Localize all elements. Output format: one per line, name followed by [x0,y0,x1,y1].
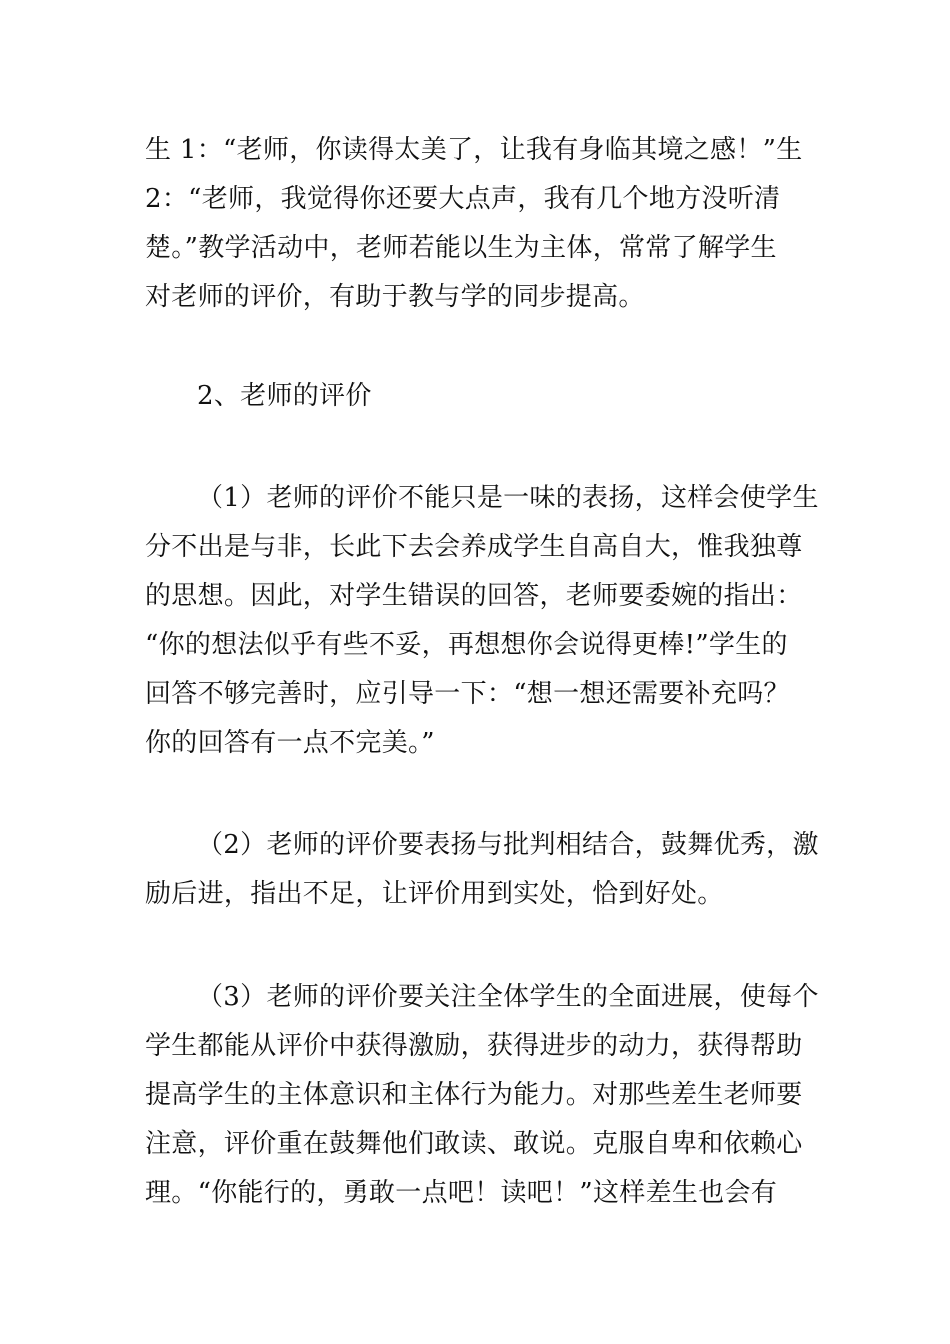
text-line: 回答不够完善时，应引导一下：“想一想还需要补充吗？ [145,679,790,709]
text-line: 学生都能从评价中获得激励，获得进步的动力，获得帮助 [145,1031,803,1061]
text-line: 2：“老师，我觉得你还要大点声，我有几个地方没听清 [145,184,781,214]
text-line: （3）老师的评价要关注全体学生的全面进展，使每个 [197,982,819,1012]
text-line: 你的回答有一点不完美。” [145,728,435,758]
section-heading: 2、老师的评价 [197,381,372,411]
text-line: （2）老师的评价要表扬与批判相结合，鼓舞优秀，激 [197,830,819,860]
text-line: “你的想法似乎有些不妥，再想想你会说得更棒!”学生的 [145,630,788,660]
text-line: 提高学生的主体意识和主体行为能力。对那些差生老师要 [145,1080,803,1110]
text-line: 注意，评价重在鼓舞他们敢读、敢说。克服自卑和依赖心 [145,1129,803,1159]
text-line: （1）老师的评价不能只是一味的表扬，这样会使学生 [197,483,819,513]
text-line: 对老师的评价，有助于教与学的同步提高。 [145,282,645,312]
text-line: 理。“你能行的，勇敢一点吧！读吧！”这样差生也会有 [145,1178,778,1208]
text-line: 分不出是与非，长此下去会养成学生自高自大，惟我独尊 [145,532,803,562]
text-line: 励后进，指出不足，让评价用到实处，恰到好处。 [145,879,724,909]
text-line: 的思想。因此，对学生错误的回答，老师要委婉的指出： [145,581,803,611]
text-line: 楚。”教学活动中，老师若能以生为主体，常常了解学生 [145,233,777,263]
text-line: 生 1：“老师，你读得太美了，让我有身临其境之感！”生 [145,135,803,165]
